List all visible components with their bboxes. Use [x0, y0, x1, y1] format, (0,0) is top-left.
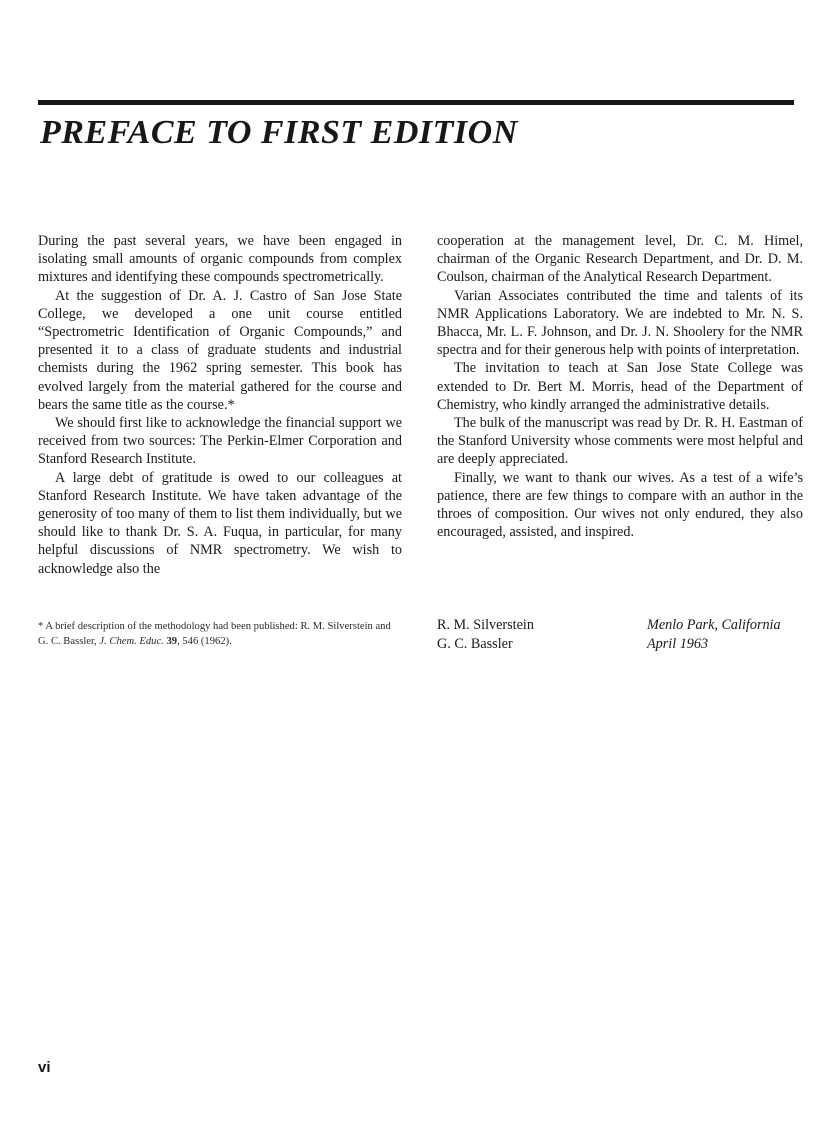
paragraph: During the past several years, we have been engaged in isolating small amounts of organic compounds from complex mixtures and identifying these compounds spectrometrically. — [38, 233, 402, 286]
right-column — [437, 232, 803, 541]
signature-row — [437, 635, 803, 654]
paragraph: The invitation to teach at San Jose State College was extended to Dr. Bert M. Morris, head of the Department of Chemistry, who kindly arranged the administrative details. — [437, 360, 803, 413]
paragraph: The bulk of the manuscript was read by Dr. R. H. Eastman of the Stanford University whose comments were most helpful and are deeply appreciated. — [437, 415, 803, 468]
paragraph: Varian Associates contributed the time and talents of its NMR Applications Laboratory. We are indebted to Mr. N. S. Bhacca, Mr. L. F. Johnson, and Dr. J. N. Shoolery for the NMR spectra and for their generous help with points of interpretation. — [437, 287, 803, 359]
author-name: G. C. Bassler — [437, 635, 513, 652]
author-name: R. M. Silverstein — [437, 617, 534, 633]
paragraph: cooperation at the management level, Dr. C. M. Himel, chairman of the Organic Research Department, and Dr. D. M. Coulson, chairman of the Analytical Research Department. — [437, 233, 803, 286]
signature-block — [437, 616, 803, 653]
footnote — [38, 620, 402, 649]
footnote-citation: , 546 (1962). — [177, 635, 232, 647]
page-number: vi — [38, 1059, 51, 1076]
footnote-journal: J. Chem. Educ. — [99, 635, 164, 647]
paragraph: A large debt of gratitude is owed to our colleagues at Stanford Research Institute. We have taken advantage of the generosity of too many of them to list them individually, but we should like to thank Dr. S. A. Fuqua, in particular, for many helpful discussions of NMR spectrometry. We wish to acknowledge also the — [38, 469, 402, 577]
paragraph: At the suggestion of Dr. A. J. Castro of San Jose State College, we developed a one unit course entitled “Spectrometric Identification of Organic Compounds,” and presented it to a class of graduate students and industrial chemists during the 1962 spring semester. This book has evolved largely from the material gathered for the course and bears the same title as the course.* — [38, 287, 402, 413]
page-title: PREFACE TO FIRST EDITION — [40, 114, 518, 151]
paragraph: Finally, we want to thank our wives. As a test of a wife’s patience, there are few things to compare with an author in the throes of composition. Our wives not only endured, they also encouraged, assisted, and inspired. — [437, 469, 803, 541]
signature-row — [437, 616, 803, 635]
footnote-volume: 39 — [166, 635, 178, 647]
location: Menlo Park, California — [647, 617, 781, 633]
footnote-text: * A brief description of the methodology had been published: R. M. Silverstein and G. C. Bassler, — [38, 621, 391, 647]
left-column — [38, 232, 402, 578]
date: April 1963 — [647, 635, 709, 652]
paragraph: We should first like to acknowledge the financial support we received from two sources: The Perkin-Elmer Corporation and Stanford Research Institute. — [38, 415, 402, 468]
header-rule — [38, 100, 794, 105]
